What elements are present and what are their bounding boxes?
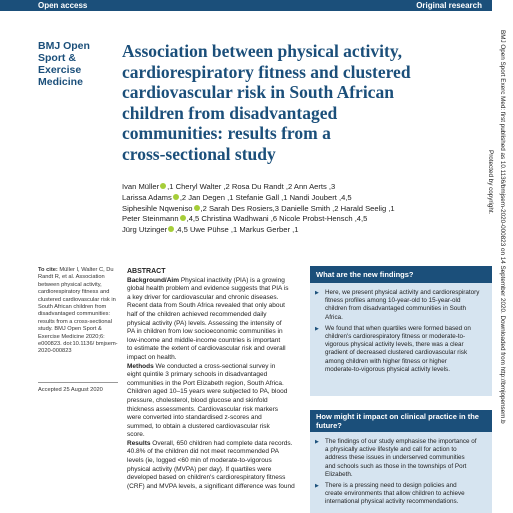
author-line: Ivan Müller ,1 Cheryl Walter ,2 Rosa Du Randt ,2 Ann Aerts ,3 [122, 182, 336, 191]
abstract-line: to estimate the extent of cardiovascular risk and overall [127, 345, 286, 353]
abstract-line: (CRF) and MVPA levels, a significant difference was found [127, 482, 295, 490]
orcid-icon[interactable] [180, 215, 186, 221]
title-line: cardiorespiratory fitness and clustered [122, 61, 411, 82]
abstract-line: pressure, cholesterol, blood glucose and skinfold [127, 396, 268, 404]
abstract-line: eight quintile 3 primary schools in disadvantaged [127, 371, 268, 379]
open-access-label: Open access [38, 1, 88, 10]
article-type-label: Original research [416, 1, 482, 10]
list-item: ▶ There is a pressing need to design policies and create environments that allow children to achieve international physical activity recommendations. [315, 482, 487, 507]
side-margin-note [496, 30, 508, 510]
abstract-line: PA in children from low socioeconomic communities in [127, 328, 283, 336]
author-list [122, 182, 494, 236]
download-note: BMJ Open Sport Exerc Med: first published as 10.1136/bmjsem-2020-000823 on 14 September 2020. Downloaded from http://bmjopensem.b [499, 30, 506, 424]
author-line: Jürg Utzinger ,4,5 Uwe Pühse ,1 Markus Gerber ,1 [122, 225, 299, 235]
citation-text: Müller I, Walter C, Du Randt R, et al. Association between physical activity, cardiorespiratory fitness and clustered cardiovascular risk in South African children from disadvantaged communities: results from a cross-sectional study. BMJ Open Sport & Exercise Medicine 2020;6: e000823. doi:10.1136/ bmjsem-2020-000823 [38, 267, 118, 355]
journal-line: Sport & [38, 52, 76, 64]
title-line: communities: results from a [122, 123, 331, 143]
abstract-line: physical activity (MVPA) per day). If quartiles were [127, 465, 272, 473]
abstract-line: Background/Aim Physical inactivity (PIA) is a growing [127, 276, 285, 284]
list-item: ▶ The findings of our study emphasise the importance of a physically active lifestyle and call for action to address these issues in underserved communities and schools such as those in the townships of Port Elizabeth. [315, 438, 487, 479]
list-item: ▶ Here, we present physical activity and cardiorespiratory fitness profiles among 10-year-old to 15-year-old children from disadvantaged communities in South Africa. [315, 289, 487, 322]
orcid-icon[interactable] [173, 194, 179, 200]
orcid-icon[interactable] [194, 205, 200, 211]
new-findings-heading: What are the new findings? [310, 266, 492, 283]
abstract-line: global health problem and evidence suggests that PIA is [127, 285, 289, 293]
article-title [122, 41, 492, 164]
author-line: Larissa Adams ,2 Jan Degen ,1 Stefanie Gall ,1 Nandi Joubert ,4,5 [122, 192, 352, 202]
orcid-icon[interactable] [160, 183, 166, 189]
new-findings-box [310, 283, 492, 396]
journal-logo [38, 40, 118, 88]
citation-label: To cite: [38, 267, 58, 273]
abstract-heading: ABSTRACT [127, 268, 166, 275]
copyright-note: Protected by copyright. [487, 150, 494, 215]
title-line: cross-sectional study [122, 143, 276, 164]
abstract-line: half of the children achieved recommended daily [127, 310, 267, 318]
abstract-line: impact on health. [127, 353, 177, 361]
abstract-line: 40.8% of the children did not meet recommended PA [127, 448, 279, 456]
abstract-line: Results Overall, 650 children had complete data records. [127, 439, 293, 447]
abstract-line: a key driver for cardiovascular and chronic diseases. [127, 293, 279, 301]
abstract-line: Recent data from South Africa revealed that only about [127, 302, 285, 310]
abstract-line: thickness assessments. Cardiovascular risk markers [127, 405, 278, 413]
abstract [127, 268, 304, 491]
list-item: ▶ We found that when quartiles were formed based on children's cardiorespiratory fitness or moderate-to- vigorous physical activity levels, there was a clear gradient of decreased clustered cardiovascular risk among children with higher fitness or higher moderate-to-vigorous physical activity levels. [315, 325, 487, 374]
author-line: Siphesihle Nqweniso ,2 Sarah Des Rosiers,3 Danielle Smith ,2 Harald Seelig ,1 [122, 203, 395, 213]
abstract-line: Children aged 10–15 years were subjected to PA, blood [127, 388, 288, 396]
abstract-line: summed, to obtain a clustered cardiovascular risk [127, 422, 270, 430]
abstract-line: physical activity (PA) levels. Assessing the intensity of [127, 319, 282, 327]
journal-line: Medicine [38, 76, 83, 88]
divider [38, 382, 118, 383]
header-bar [0, 0, 492, 11]
accepted-date: Accepted 25 August 2020 [38, 387, 103, 393]
abstract-line: developed based on children's cardiorespiratory fitness [127, 474, 286, 482]
author-line: Peter Steinmann ,4,5 Christina Wadhwani ,6 Nicole Probst-Hensch ,4,5 [122, 214, 368, 224]
orcid-icon[interactable] [168, 226, 174, 232]
abstract-line: score. [127, 431, 145, 439]
clinical-impact-heading: How might it impact on clinical practice in the future? [310, 410, 492, 432]
abstract-line: levels (ie, logged <60 min of moderate-to-vigorous [127, 457, 272, 465]
title-line: children from disadvantaged [122, 102, 338, 123]
title-line: cardiovascular risk in South African [122, 82, 394, 102]
abstract-line: low-income and middle-income countries is important [127, 336, 281, 344]
copyright-note-wrap [486, 150, 494, 270]
title-line: Association between physical activity, [122, 41, 402, 61]
abstract-line: were converted into standardised z-scores and [127, 414, 262, 422]
journal-line: BMJ Open [38, 40, 90, 52]
citation-block [38, 267, 118, 356]
abstract-line: Methods We conducted a cross-sectional survey in [127, 362, 276, 370]
abstract-line: communities in the Port Elizabeth region, South Africa. [127, 379, 284, 387]
clinical-impact-box [310, 432, 492, 513]
journal-line: Exercise [38, 64, 82, 76]
